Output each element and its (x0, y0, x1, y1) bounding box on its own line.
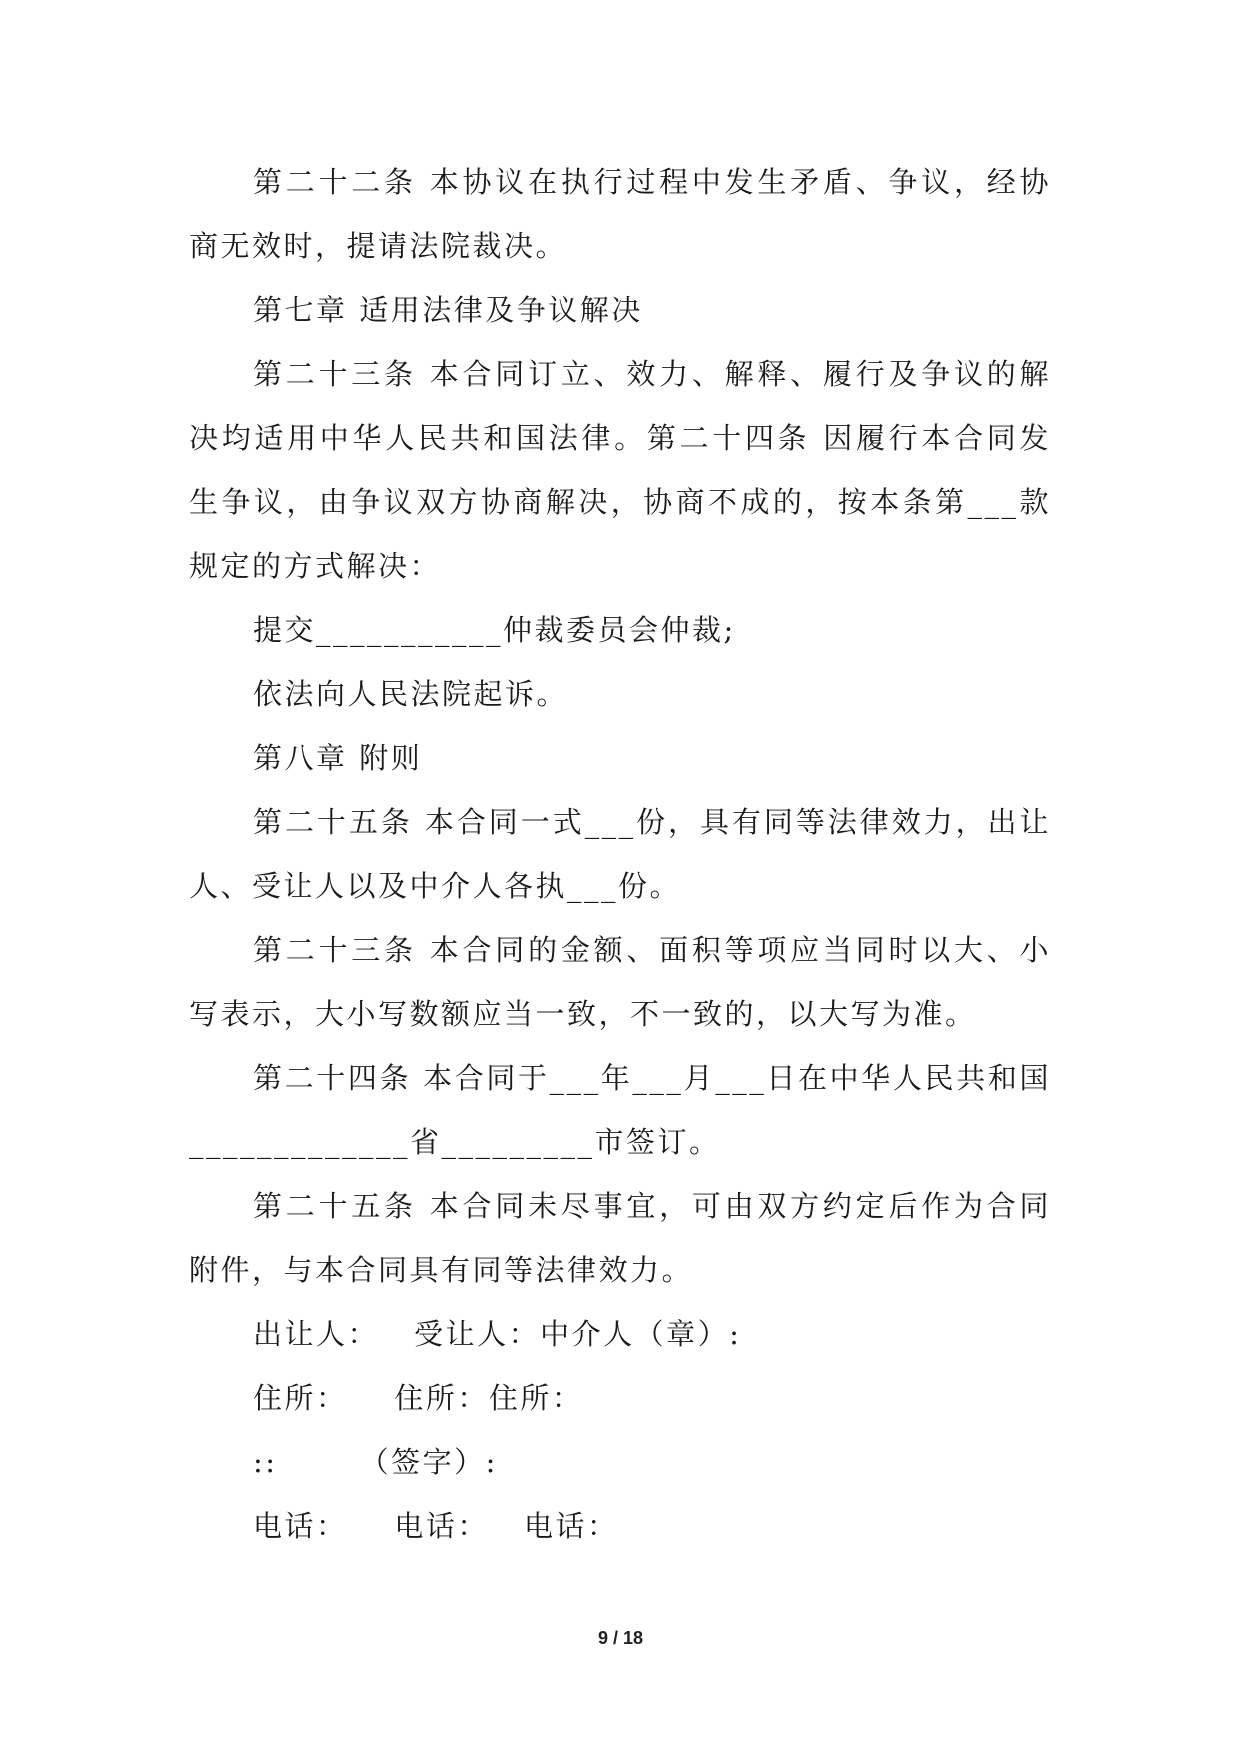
article-25-supplement-paragraph: 第二十五条 本合同未尽事宜，可由双方约定后作为合同附件，与本合同具有同等法律效力。 (189, 1189, 1051, 1287)
chapter-7-heading: 第七章 适用法律及争议解决 (253, 293, 643, 327)
chapter-8-heading: 第八章 附则 (253, 741, 423, 775)
page-number: 9 / 18 (597, 1628, 644, 1648)
article-24-signing-paragraph: 第二十四条 本合同于___年___月___日在中华人民共和国_____________省_________市签订。 (189, 1061, 1051, 1159)
article-23-amounts-paragraph: 第二十三条 本合同的金额、面积等项应当同时以大、小写表示，大小写数额应当一致，不一致的，以大写为准。 (189, 933, 1051, 1031)
phone-line: 电话： 电话： 电话： (253, 1509, 619, 1543)
arbitration-option: 提交___________仲裁委员会仲裁; (253, 613, 736, 647)
litigation-option: 依法向人民法院起诉。 (253, 677, 569, 711)
document-body (189, 150, 1051, 1558)
signatory-parties-line: 出让人： 受让人：中介人（章）: (253, 1317, 742, 1351)
signature-line: :: （签字）: (253, 1445, 498, 1479)
article-25-copies-paragraph: 第二十五条 本合同一式___份，具有同等法律效力，出让人、受让人以及中介人各执___份。 (189, 805, 1051, 903)
address-line: 住所： 住所：住所： (253, 1381, 584, 1415)
article-22-paragraph: 第二十二条 本协议在执行过程中发生矛盾、争议，经协商无效时，提请法院裁决。 (189, 165, 1051, 263)
article-23-24-paragraph: 第二十三条 本合同订立、效力、解释、履行及争议的解决均适用中华人民共和国法律。第二十四条 因履行本合同发生争议，由争议双方协商解决，协商不成的，按本条第___款规定的方式解决： (189, 357, 1051, 583)
